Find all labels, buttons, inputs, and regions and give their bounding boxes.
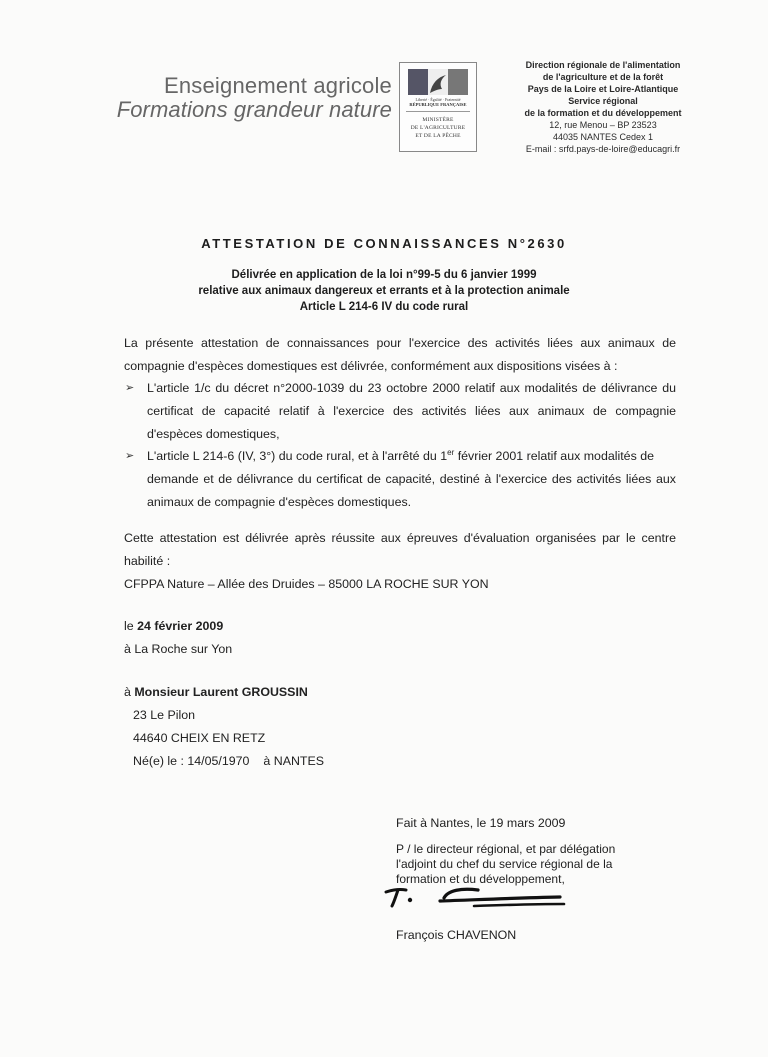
recipient-address2: 44640 CHEIX EN RETZ	[133, 731, 266, 745]
ministry-line2: DE L'AGRICULTURE	[410, 125, 466, 131]
arrow-bullet-icon: ➢	[125, 382, 135, 394]
bullet2-line1-b: février 2001 relatif aux modalités de	[454, 449, 654, 463]
recipient-prefix: à	[124, 685, 135, 699]
delegation-line3: formation et du développement,	[396, 872, 565, 886]
exam-line1: Cette attestation est délivrée après réussite aux épreuves d'évaluation organisées par le centre	[124, 531, 676, 545]
republic-label: RÉPUBLIQUE FRANÇAISE	[409, 102, 467, 107]
recipient-birth-date: Né(e) le : 14/05/1970	[133, 754, 250, 768]
recipient-birth-place: à NANTES	[263, 754, 325, 768]
logo-line2: Formations grandeur nature	[116, 97, 392, 122]
enseignement-agricole-logo	[100, 74, 392, 122]
bullet1-line3: d'espèces domestiques,	[147, 427, 280, 441]
arrow-bullet-icon: ➢	[125, 450, 135, 462]
address-line4: Service régional	[568, 96, 638, 106]
handwritten-signature	[382, 880, 582, 912]
address-line6: 12, rue Menou – BP 23523	[549, 120, 657, 130]
exam-date-prefix: le	[124, 619, 138, 633]
delegation-line2: l'adjoint du chef du service régional de la	[396, 857, 613, 871]
bullet2-line1	[147, 449, 676, 463]
ministry-line1: MINISTÈRE	[422, 117, 454, 123]
bullet1-line1: L'article 1/c du décret n°2000-1039 du 23 octobre 2000 relatif aux modalités de délivrance du	[147, 381, 676, 395]
bullet2-line1-a: L'article L 214-6 (IV, 3°) du code rural, et à l'arrêté du 1	[147, 449, 448, 463]
logo-line1: Enseignement agricole	[163, 73, 392, 98]
intro-line1: La présente attestation de connaissances pour l'exercice des activités liées aux animaux de	[124, 336, 676, 350]
subtitle-line3: Article L 214-6 IV du code rural	[299, 301, 469, 313]
delegation-line1: P / le directeur régional, et par délégation	[396, 842, 616, 856]
address-line7: 44035 NANTES Cedex 1	[552, 132, 654, 142]
ministry-logo-box	[399, 62, 477, 152]
subtitle-line2: relative aux animaux dangereux et errants et à la protection animale	[198, 285, 570, 297]
address-line5: de la formation et du développement	[524, 108, 682, 118]
signatory-name: François CHAVENON	[396, 928, 517, 942]
sender-address	[488, 59, 718, 155]
recipient-name	[124, 685, 308, 699]
done-at: Fait à Nantes, le 19 mars 2009	[396, 816, 566, 830]
address-email: E-mail : srfd.pays-de-loire@educagri.fr	[525, 144, 681, 154]
document-title: ATTESTATION DE CONNAISSANCES N°2630	[201, 236, 567, 251]
exam-date-value: 24 février 2009	[137, 619, 224, 633]
marianne-icon	[408, 69, 468, 95]
subtitle-line1: Délivrée en application de la loi n°99-5 du 6 janvier 1999	[231, 269, 537, 281]
address-line1: Direction régionale de l'alimentation	[525, 60, 681, 70]
recipient-name-value: Monsieur Laurent GROUSSIN	[134, 685, 308, 699]
bullet2-line3: animaux de compagnie d'espèces domestiques.	[147, 495, 412, 509]
ministry-name	[402, 116, 474, 140]
ministry-line3: ET DE LA PÊCHE	[415, 133, 461, 139]
recipient-birth	[133, 754, 324, 768]
republic-motto: Liberté · Égalité · Fraternité	[415, 97, 461, 102]
address-line2: de l'agriculture et de la forêt	[542, 72, 664, 82]
bullet2-line2: demande et de délivrance du certificat de capacité, destiné à l'exercice des activités liées aux	[147, 472, 676, 486]
exam-centre: CFPPA Nature – Allée des Druides – 85000 LA ROCHE SUR YON	[124, 577, 489, 591]
ministry-divider	[406, 111, 470, 112]
bullet2-line1-sup: er	[447, 447, 455, 457]
exam-place: à La Roche sur Yon	[124, 642, 233, 656]
exam-line2: habilité :	[124, 554, 171, 568]
intro-line2: compagnie d'espèces domestiques est délivrée, conformément aux dispositions visées à :	[124, 359, 618, 373]
exam-date	[124, 619, 223, 633]
bullet1-line2: certificat de capacité relatif à l'exercice des activités liées aux animaux de compagnie	[147, 404, 676, 418]
address-line3: Pays de la Loire et Loire-Atlantique	[527, 84, 679, 94]
recipient-address1: 23 Le Pilon	[133, 708, 196, 722]
